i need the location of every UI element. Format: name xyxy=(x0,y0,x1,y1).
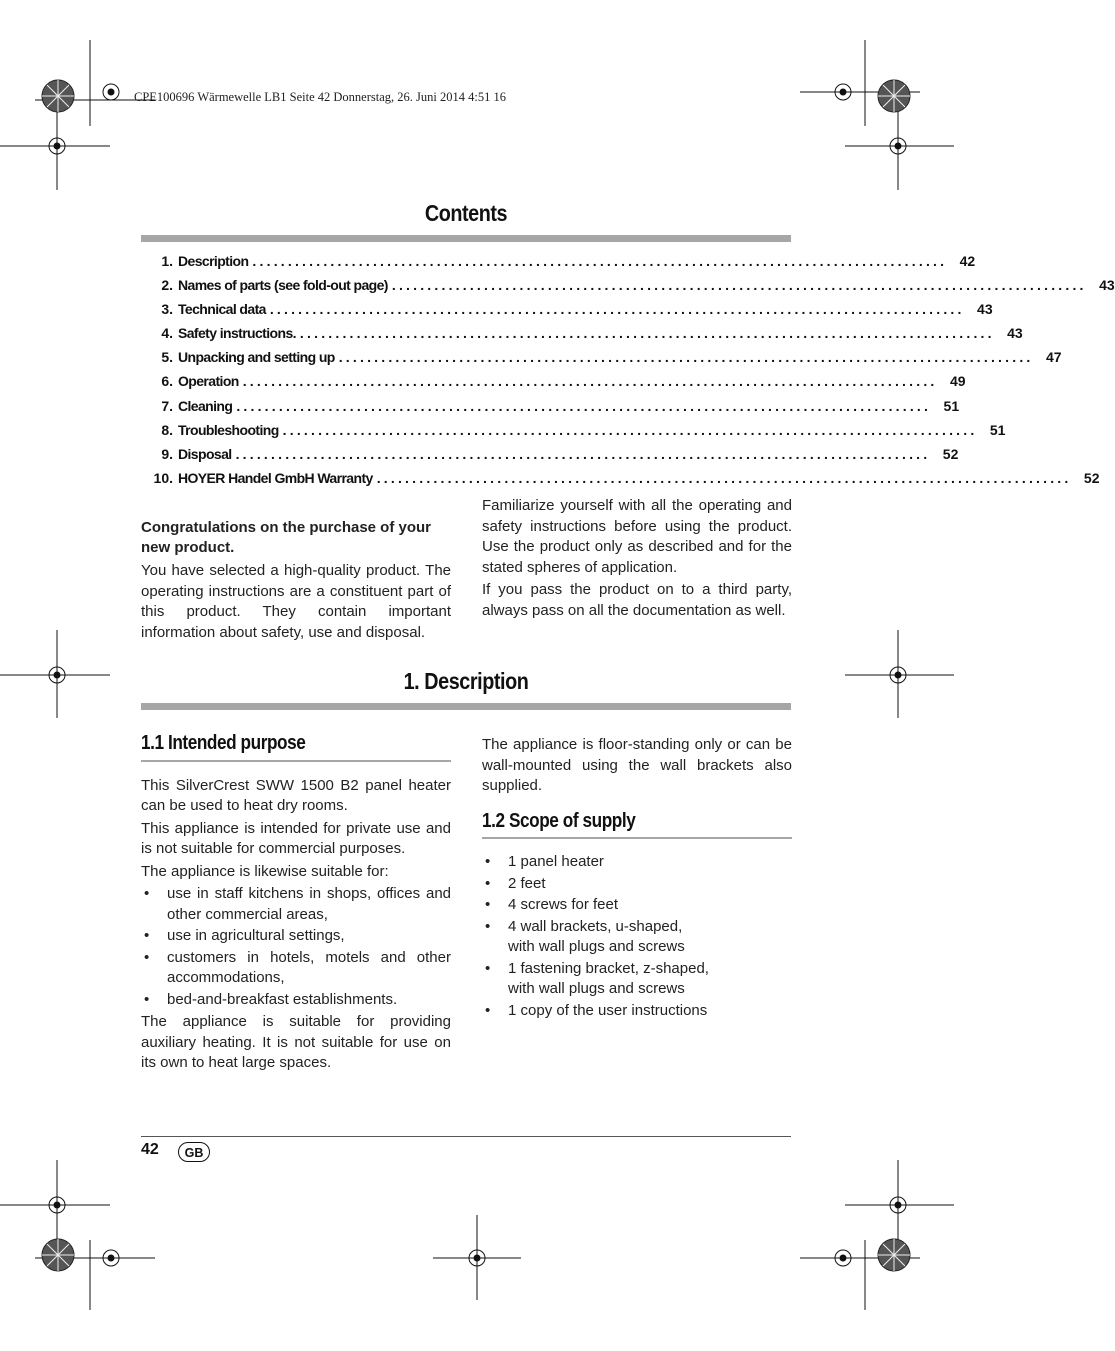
toc-entry-page: 42 xyxy=(959,253,976,269)
list-item: • 1 panel heater xyxy=(482,852,792,873)
description-title: 1. Description xyxy=(403,668,529,694)
contents-title: Contents xyxy=(424,200,508,226)
toc-entry-number: 1. xyxy=(161,253,173,269)
list-item: • bed-and-breakfast establishments. xyxy=(141,990,451,1011)
intended-purpose-heading-text: 1.1 Intended purpose xyxy=(141,732,306,754)
footer-rule xyxy=(141,1136,791,1137)
intro-paragraph: Familiarize yourself with all the operating and safety instructions before using the product. Use the product only as described and for the stated spheres of application. xyxy=(482,497,792,576)
supply-section xyxy=(482,735,792,1023)
list-item: • customers in hotels, motels and other accommodations, xyxy=(141,948,451,989)
toc-leader-dots: .................................................................................................. xyxy=(269,301,965,318)
toc-entry-page: 51 xyxy=(943,397,960,414)
toc-entry-page: 52 xyxy=(1083,469,1100,486)
toc-entry-page: 51 xyxy=(989,421,1006,438)
toc-entry-page: 43 xyxy=(1007,325,1023,342)
toc-leader-dots: .................................................................................................. xyxy=(391,277,1087,294)
intended-purpose-paragraph: This SilverCrest SWW 1500 B2 panel heater can be used to heat dry rooms. xyxy=(141,776,451,814)
description-title-bar xyxy=(141,703,791,710)
intro-left-column xyxy=(141,518,451,645)
mounting-note: The appliance is floor-standing only or can be wall-mounted using the wall brackets also supplied. xyxy=(482,736,792,794)
toc-entry-number: 5. xyxy=(161,349,173,366)
toc-entry-number: 7. xyxy=(161,397,173,414)
scope-of-supply-list xyxy=(482,852,792,1021)
toc-entry-title: HOYER Handel GmbH Warranty xyxy=(178,469,373,486)
toc-leader-dots: .................................................................................................. xyxy=(236,397,932,414)
page-number: 42 xyxy=(141,1141,159,1158)
toc-entry-page: 49 xyxy=(949,373,966,390)
toc-entry[interactable] xyxy=(141,349,1062,373)
intro-paragraph: If you pass the product on to a third party, always pass on all the documentation as well. xyxy=(482,581,792,619)
toc-entry-title: Names of parts (see fold-out page) xyxy=(178,277,388,294)
list-item: • 4 screws for feet xyxy=(482,895,792,916)
toc-entry[interactable] xyxy=(141,397,960,422)
suitable-uses-list xyxy=(141,884,451,1010)
toc-entry[interactable] xyxy=(141,421,1006,446)
list-item: • use in agricultural settings, xyxy=(141,926,451,947)
toc-entry-number: 6. xyxy=(161,373,173,390)
toc-entry-page: 52 xyxy=(942,445,959,462)
intended-purpose-heading xyxy=(141,733,451,762)
toc-entry-number: 3. xyxy=(161,301,173,318)
toc-entry-title: Safety instructions. xyxy=(178,325,296,342)
toc-entry-number: 10. xyxy=(153,469,173,486)
toc-entry-title: Unpacking and setting up xyxy=(178,349,335,366)
toc-entry[interactable] xyxy=(141,253,976,277)
scope-of-supply-heading xyxy=(482,811,792,840)
toc-entry-title: Troubleshooting xyxy=(178,421,279,438)
toc-entry-number: 2. xyxy=(161,277,173,294)
toc-entry-title: Description xyxy=(178,253,249,269)
list-item: • use in staff kitchens in shops, offices and other commercial areas, xyxy=(141,884,451,925)
list-item: • 4 wall brackets, u-shaped, with wall plugs and screws xyxy=(482,917,708,958)
toc-entry-number: 9. xyxy=(161,445,173,462)
toc-leader-dots: .................................................................................................. xyxy=(252,253,948,269)
toc-entry-number: 4. xyxy=(161,325,173,342)
toc-leader-dots: .................................................................................................. xyxy=(376,469,1072,486)
toc-entry-number: 8. xyxy=(161,421,173,438)
toc-leader-dots: .................................................................................................. xyxy=(235,445,931,462)
print-header: CPE100696 Wärmewelle LB1 Seite 42 Donnerstag, 26. Juni 2014 4:51 16 xyxy=(134,90,506,104)
intended-purpose-section xyxy=(141,733,451,1076)
toc-entry[interactable] xyxy=(141,277,1115,301)
intended-purpose-paragraph: The appliance is likewise suitable for: xyxy=(141,862,389,880)
toc-entry-page: 47 xyxy=(1045,349,1062,366)
intro-title: Congratulations on the purchase of your new product. xyxy=(141,519,432,556)
toc-entry-page: 43 xyxy=(977,301,993,318)
scope-of-supply-heading-text: 1.2 Scope of supply xyxy=(482,809,636,832)
list-item: • 2 feet xyxy=(482,874,792,895)
list-item: • 1 copy of the user instructions xyxy=(482,1001,792,1022)
toc-entry[interactable] xyxy=(141,301,993,325)
toc-entry-title: Operation xyxy=(178,373,239,390)
toc-leader-dots: .................................................................................................. xyxy=(242,373,938,390)
toc-entry[interactable] xyxy=(141,445,959,470)
intended-purpose-closing: The appliance is suitable for providing auxiliary heating. It is not suitable for use on its own to heat large spaces. xyxy=(141,1013,451,1071)
toc-entry-page: 43 xyxy=(1099,277,1115,294)
language-badge: GB xyxy=(178,1142,210,1162)
toc-entry[interactable] xyxy=(141,469,1100,494)
list-item: • 1 fastening bracket, z-shaped, with wall plugs and screws xyxy=(482,959,728,1000)
toc-entry[interactable] xyxy=(141,373,966,397)
toc-leader-dots: .................................................................................................. xyxy=(338,349,1034,366)
table-of-contents xyxy=(141,253,1115,494)
intro-paragraph: You have selected a high-quality product. The operating instructions are a constituent part of this product. They contain important information about safety, use and disposal. xyxy=(141,562,451,641)
toc-leader-dots: .................................................................................................. xyxy=(299,325,995,342)
toc-leader-dots: .................................................................................................. xyxy=(282,421,978,438)
toc-entry-title: Disposal xyxy=(178,445,232,462)
intended-purpose-paragraph: This appliance is intended for private use and is not suitable for commercial purposes. xyxy=(141,819,451,857)
intro-right-column xyxy=(482,496,792,623)
toc-entry-title: Technical data xyxy=(178,301,266,318)
toc-entry[interactable] xyxy=(141,325,1023,349)
toc-entry-title: Cleaning xyxy=(178,397,233,414)
contents-title-bar xyxy=(141,235,791,242)
